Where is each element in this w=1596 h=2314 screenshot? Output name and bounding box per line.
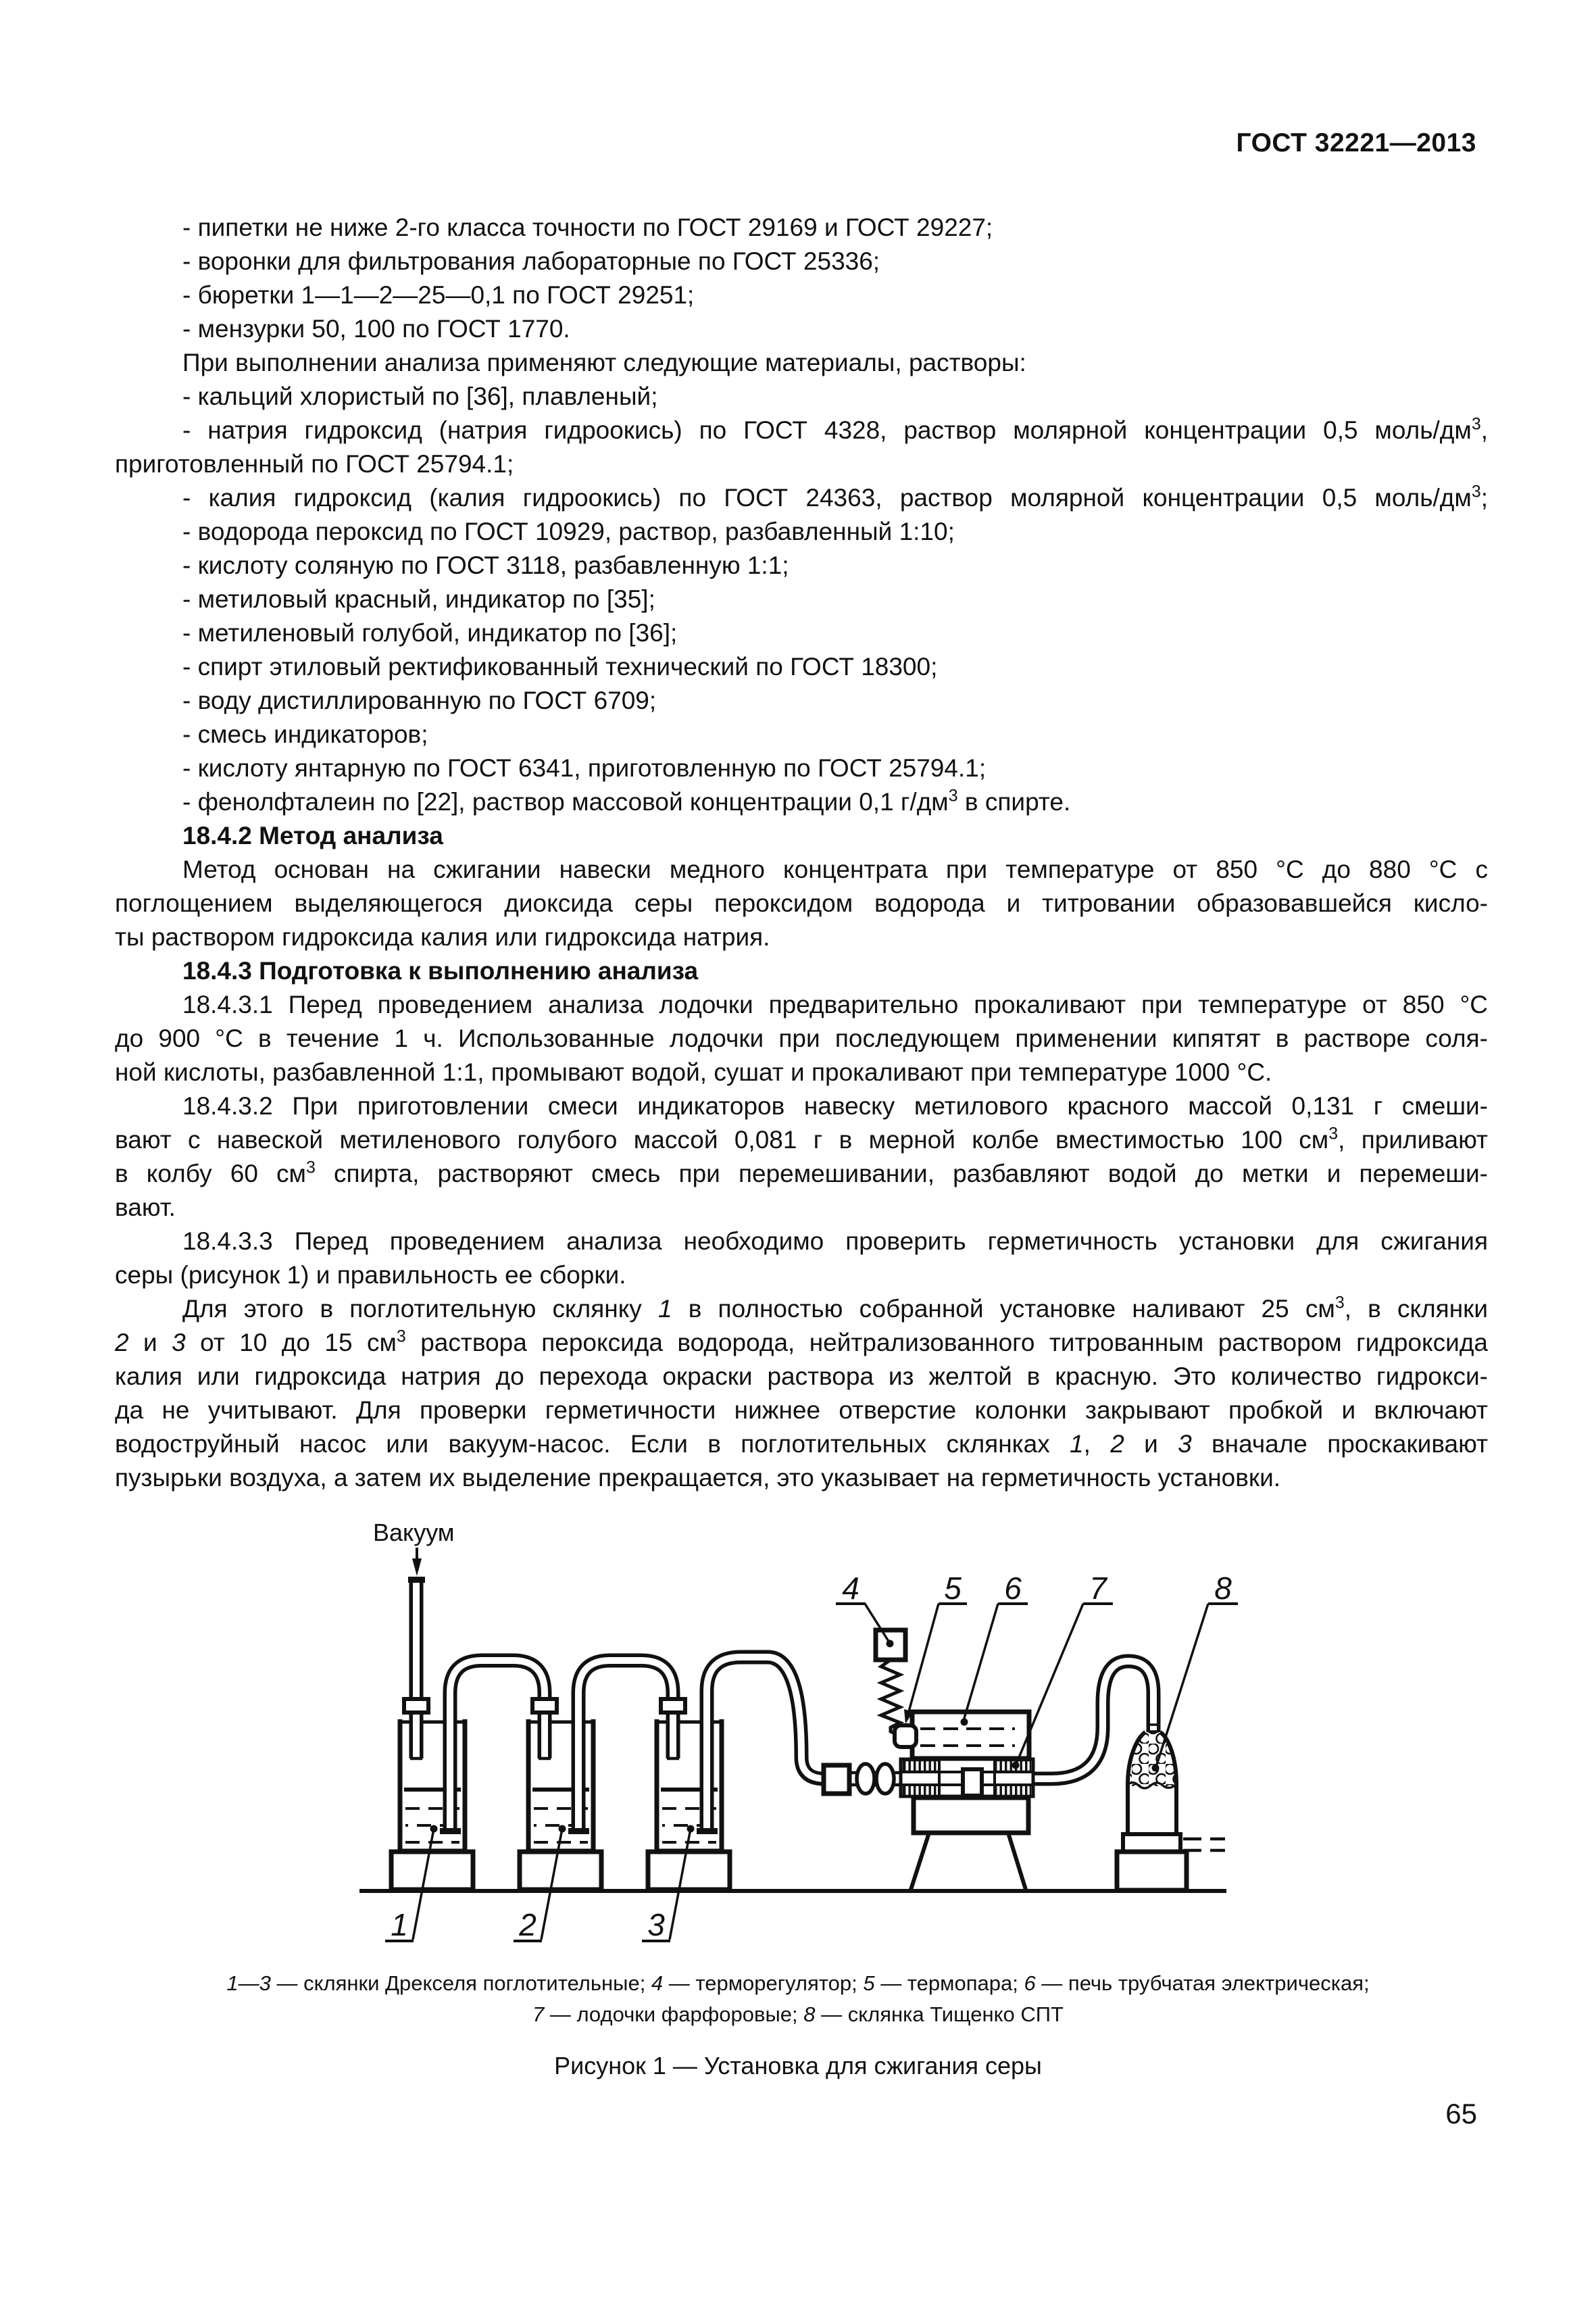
text-run: , xyxy=(1083,1430,1111,1458)
furnace-body xyxy=(895,1712,1029,1758)
svg-text:2: 2 xyxy=(519,1907,537,1942)
text-line xyxy=(115,954,1488,988)
text-line xyxy=(115,515,1488,549)
tishchenko-bottle xyxy=(1117,1725,1225,1890)
text-run: вначале проскакивают xyxy=(1191,1430,1489,1458)
text-run: - спирт этиловый ректификованный технический по ГОСТ 18300; xyxy=(182,653,938,681)
bellows xyxy=(857,1764,874,1794)
text-run: 3 xyxy=(1471,482,1481,501)
text-run: 3 xyxy=(1328,1124,1339,1143)
text-run: водоструйный насос или вакуум-насос. Если в поглотительных склянках xyxy=(115,1430,1070,1458)
text-run: — склянка Тищенко СПТ xyxy=(815,2002,1064,2026)
drexel-bottle-3 xyxy=(648,1699,730,1890)
text-line xyxy=(115,1089,1488,1123)
vacuum-pointer xyxy=(373,1519,455,1576)
text-line xyxy=(115,583,1488,616)
text-line xyxy=(115,718,1488,752)
text-run: , в склянки xyxy=(1344,1295,1489,1323)
text-run: 3 xyxy=(396,1327,406,1346)
text-run: 3 xyxy=(1471,414,1481,434)
label-6 xyxy=(961,1571,1028,1726)
text-run: поглощением выделяющегося диоксида серы пероксидом водорода и титровании образовавшейся кисло- xyxy=(115,889,1488,917)
text-run: 7 xyxy=(532,2002,545,2026)
text-line xyxy=(115,1360,1488,1394)
text-run: 18.4.2 Метод анализа xyxy=(182,822,443,850)
text-run: 18.4.3.2 При приготовлении смеси индикаторов навеску метилового красного массой 0,131 г смеши- xyxy=(182,1092,1488,1120)
figure-diagram xyxy=(0,1514,1596,1980)
svg-text:5: 5 xyxy=(944,1571,962,1606)
figure-caption xyxy=(111,1968,1485,2030)
text-run: — термопара; xyxy=(874,1971,1024,1995)
text-line xyxy=(115,447,1488,481)
text-line xyxy=(115,819,1488,853)
bellows xyxy=(876,1764,894,1794)
text-line xyxy=(115,380,1488,414)
text-run: — печь трубчатая электрическая; xyxy=(1035,1971,1370,1995)
text-run: 18.4.3 Подготовка к выполнению анализа xyxy=(182,957,699,985)
text-run: - мензурки 50, 100 по ГОСТ 1770. xyxy=(182,315,570,343)
furnace-stand xyxy=(911,1798,1028,1890)
text-run: и xyxy=(1124,1430,1178,1458)
text-line xyxy=(115,245,1488,278)
text-run: - воронки для фильтрования лабораторные по ГОСТ 25336; xyxy=(182,247,880,275)
text-line xyxy=(115,1427,1488,1461)
text-run: вают с навеской метиленового голубого массой 0,081 г в мерной колбе вместимостью 100 см xyxy=(115,1126,1329,1154)
text-line xyxy=(115,853,1488,887)
text-run: от 10 до 15 см xyxy=(185,1329,397,1356)
porcelain-boat xyxy=(963,1769,982,1796)
text-run: - метиленовый голубой, индикатор по [36]; xyxy=(182,619,678,647)
svg-text:6: 6 xyxy=(1004,1571,1022,1606)
text-run: в колбу 60 см xyxy=(115,1160,306,1187)
text-run: спирта, растворяют смесь при перемешивании, разбавляют водой до метки и перемеши- xyxy=(315,1160,1488,1187)
text-run: до 900 °С в течение 1 ч. Использованные лодочки при последующем применении кипятят в растворе соля- xyxy=(115,1025,1488,1052)
text-run: 18.4.3.1 Перед проведением анализа лодочки предварительно прокаливают при температуре от 850 °С xyxy=(182,991,1488,1018)
text-run: , приливают xyxy=(1338,1126,1488,1154)
text-line xyxy=(115,1056,1488,1089)
text-run: - пипетки не ниже 2-го класса точности по ГОСТ 29169 и ГОСТ 29227; xyxy=(182,214,993,241)
spring-wire xyxy=(881,1660,900,1734)
text-run: в полностью собранной установке наливают 25 см xyxy=(672,1295,1335,1323)
text-run: - воду дистиллированную по ГОСТ 6709; xyxy=(182,687,657,714)
text-line xyxy=(115,312,1488,346)
text-run: 3 xyxy=(172,1329,186,1356)
inlet-connector xyxy=(824,1764,905,1794)
text-run: раствора пероксида водорода, нейтрализованного титрованным раствором гидроксида xyxy=(405,1329,1488,1356)
text-run: 18.4.3.3 Перед проведением анализа необходимо проверить герметичность установки для сжигания xyxy=(182,1227,1488,1255)
text-run: — склянки Дрекселя поглотительные; xyxy=(270,1971,651,1995)
text-run: 1 xyxy=(657,1295,672,1323)
caption-line xyxy=(111,1999,1485,2030)
text-run: да не учитывают. Для проверки герметичности нижнее отверстие колонки закрывают пробкой и включают xyxy=(115,1396,1488,1424)
text-run: - фенолфталеин по [22], раствор массовой концентрации 0,1 г/дм xyxy=(182,788,949,816)
thermocouple-stub xyxy=(895,1725,916,1747)
text-run: - кислоту соляную по ГОСТ 3118, разбавленную 1:1; xyxy=(182,551,789,579)
vacuum-label: Вакуум xyxy=(373,1519,455,1546)
caption-line xyxy=(111,1968,1485,1999)
page-header: ГОСТ 32221—2013 xyxy=(1236,128,1476,157)
label-4 xyxy=(836,1571,894,1648)
text-line xyxy=(115,988,1488,1022)
svg-text:8: 8 xyxy=(1214,1571,1232,1606)
text-line xyxy=(115,414,1488,447)
text-line xyxy=(115,752,1488,785)
text-run: 3 xyxy=(948,786,958,806)
text-line xyxy=(115,616,1488,650)
text-line xyxy=(115,920,1488,954)
text-run: , xyxy=(1480,416,1488,444)
part-labels xyxy=(385,1571,1238,1942)
text-run: - калия гидроксид (калия гидроокись) по ГОСТ 24363, раствор молярной концентрации 0,5 моль/дм xyxy=(182,484,1472,512)
text-run: приготовленный по ГОСТ 25794.1; xyxy=(115,450,514,478)
text-run: 3 xyxy=(305,1158,316,1177)
continuation-dashes xyxy=(1183,1839,1225,1850)
text-line xyxy=(115,1225,1488,1258)
text-run: - смесь индикаторов; xyxy=(182,720,428,748)
text-run: 2 xyxy=(1110,1430,1124,1458)
svg-text:4: 4 xyxy=(842,1571,859,1606)
text-line xyxy=(115,1123,1488,1157)
text-run: 1—3 xyxy=(226,1971,271,1995)
svg-text:7: 7 xyxy=(1089,1571,1107,1606)
text-line xyxy=(115,785,1488,819)
text-run: и xyxy=(128,1329,172,1356)
text-run: в спирте. xyxy=(957,788,1071,816)
text-run: калия или гидроксида натрия до перехода окраски раствора из желтой в красную. Это количество гидрокси- xyxy=(115,1362,1488,1390)
text-run: 3 xyxy=(1335,1293,1345,1312)
text-line xyxy=(115,650,1488,684)
text-run: 3 xyxy=(1178,1430,1192,1458)
text-run: - водорода пероксид по ГОСТ 10929, раствор, разбавленный 1:10; xyxy=(182,518,955,545)
svg-text:1: 1 xyxy=(391,1907,408,1942)
text-run: 1 xyxy=(1070,1430,1084,1458)
text-line xyxy=(115,211,1488,245)
text-line xyxy=(115,684,1488,718)
text-line xyxy=(115,1292,1488,1326)
text-run: - метиловый красный, индикатор по [35]; xyxy=(182,585,655,613)
text-run: пузырьки воздуха, а затем их выделение прекращается, это указывает на герметичность установки. xyxy=(115,1464,1281,1492)
text-line xyxy=(115,1326,1488,1360)
text-run: ; xyxy=(1480,484,1488,512)
text-run: — терморегулятор; xyxy=(663,1971,864,1995)
text-line xyxy=(115,1461,1488,1495)
text-run: — лодочки фарфоровые; xyxy=(544,2002,804,2026)
label-5 xyxy=(904,1571,967,1724)
text-run: Метод основан на сжигании навески медного концентрата при температуре от 850 °С до 880 °С с xyxy=(182,856,1488,883)
text-line xyxy=(115,481,1488,515)
text-run: - натрия гидроксид (натрия гидроокись) по ГОСТ 4328, раствор молярной концентрации 0,5 моль/дм xyxy=(182,416,1472,444)
text-run: Для этого в поглотительную склянку xyxy=(182,1295,658,1323)
svg-text:3: 3 xyxy=(647,1907,665,1942)
text-run: вают. xyxy=(115,1193,176,1221)
text-line xyxy=(115,887,1488,920)
text-run: При выполнении анализа применяют следующие материалы, растворы: xyxy=(182,349,1026,376)
text-run: 4 xyxy=(651,1971,664,1995)
text-run: - кальций хлористый по [36], плавленый; xyxy=(182,383,658,410)
text-run: ной кислоты, разбавленной 1:1, промывают водой, сушат и прокаливают при температуре 1000 °С. xyxy=(115,1058,1272,1086)
text-run: 8 xyxy=(803,2002,816,2026)
text-run: 2 xyxy=(115,1329,129,1356)
text-line xyxy=(115,1191,1488,1225)
text-line xyxy=(115,1394,1488,1427)
text-run: 5 xyxy=(863,1971,875,1995)
text-run: 6 xyxy=(1024,1971,1036,1995)
text-line xyxy=(115,1157,1488,1191)
text-line xyxy=(115,278,1488,312)
figure-title: Рисунок 1 — Установка для сжигания серы xyxy=(554,2052,1042,2079)
drexel-bottle-1 xyxy=(391,1699,473,1890)
text-run: - бюретки 1—1—2—25—0,1 по ГОСТ 29251; xyxy=(182,281,695,309)
text-run: ты раствором гидроксида калия или гидроксида натрия. xyxy=(115,923,770,951)
body-text xyxy=(115,211,1488,1495)
text-line xyxy=(115,549,1488,583)
label-8 xyxy=(1152,1571,1239,1772)
drexel-bottle-2 xyxy=(520,1699,601,1890)
text-line xyxy=(115,1258,1488,1292)
text-run: - кислоту янтарную по ГОСТ 6341, приготовленную по ГОСТ 25794.1; xyxy=(182,754,987,782)
text-line xyxy=(115,346,1488,380)
text-run: серы (рисунок 1) и правильность ее сборки. xyxy=(115,1261,626,1289)
text-line xyxy=(115,1022,1488,1056)
page-number: 65 xyxy=(1445,2098,1477,2130)
